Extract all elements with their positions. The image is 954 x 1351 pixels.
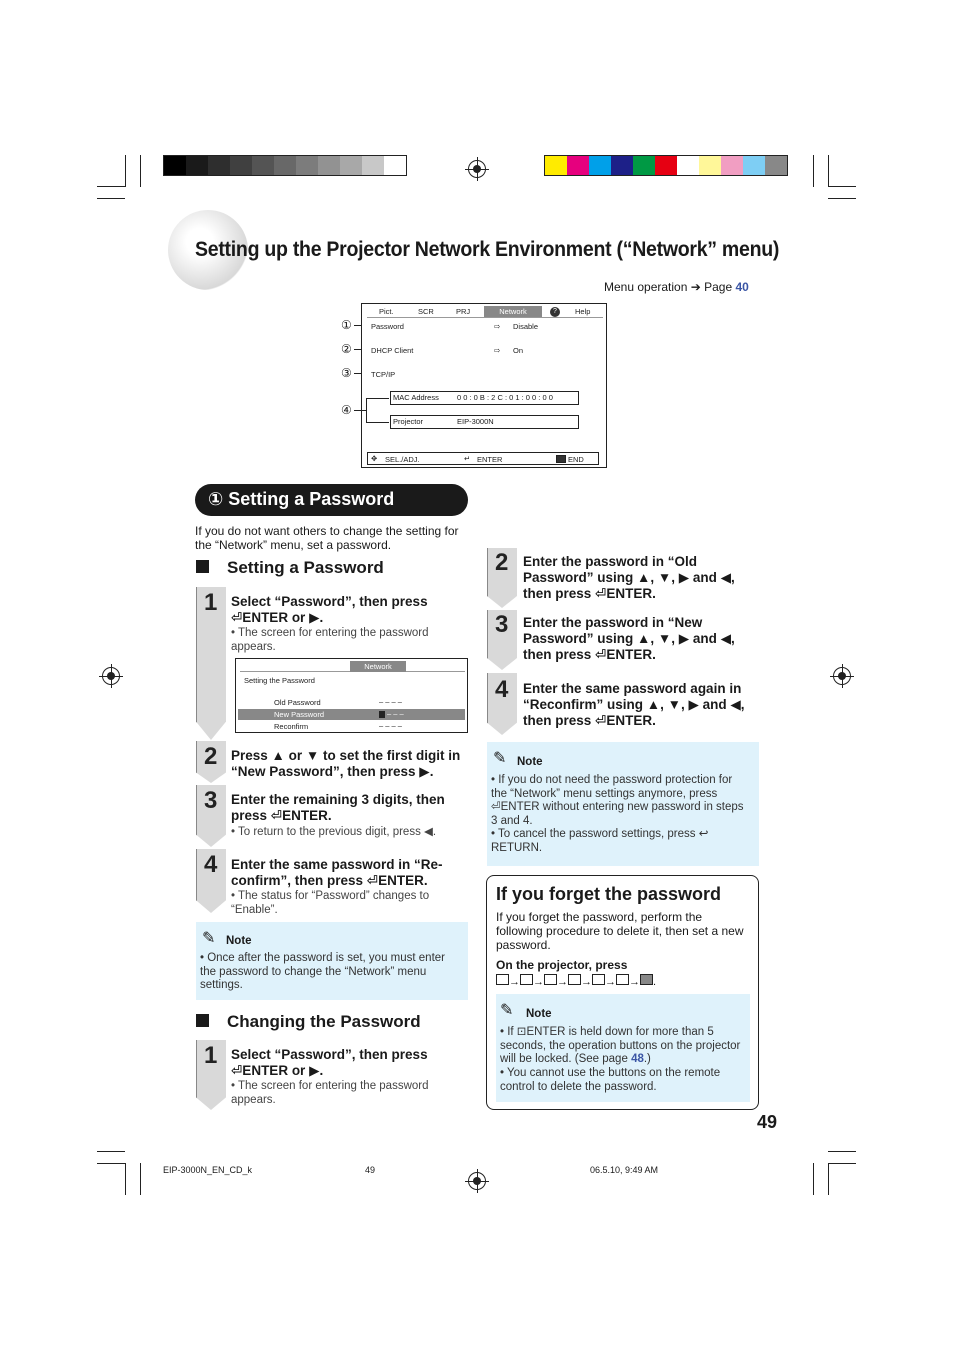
dhcp-value: On [513,346,524,355]
registration-mark [468,1172,486,1190]
callout-3: ③ [341,366,352,380]
tab-prj: PRJ [456,307,471,316]
step-3-instruction: Enter the remaining 3 digits, then press ⏎ENTER. [231,792,445,823]
page-title: Setting up the Projector Network Environment (“Network” menu) [195,238,780,261]
pencil-icon: ✎ [202,930,216,947]
step-number: 1 [204,1042,218,1069]
menu-operation-ref: Menu operation ➔ Page 40 [604,280,749,294]
crop-mark [140,155,141,187]
forget-password-box [486,875,759,1110]
step-4-instruction: Enter the same password in “Re-confirm”, then press ⏎ENTER. [231,857,443,888]
crop-mark [828,1151,856,1152]
section-heading-setting-password: ① Setting a Password [195,484,468,516]
button-icon [520,974,533,985]
footer-file: EIP-3000N_EN_CD_k [163,1165,253,1175]
arrow-icon: ⇨ [494,346,501,355]
step-number: 1 [204,589,218,616]
tab-scr: SCR [418,307,434,316]
bullet-square [196,1014,209,1027]
callout-4: ④ [341,403,352,417]
footer-sel-adj: SEL./ADJ. [385,455,420,464]
password-screenshot [235,658,468,733]
new-password-label: New Password [274,710,325,719]
tab-network: Network [350,661,406,672]
note-text: • You cannot use the buttons on the remote control to delete the password. [500,1067,721,1093]
crop-mark [813,1163,814,1195]
bullet-square [196,560,209,573]
callout-2: ② [341,342,352,356]
forget-body: If you forget the password, perform the following procedure to delete it, then set a new password. [496,910,744,952]
reconfirm-value: – – – – [379,721,402,730]
registration-mark [468,160,486,178]
old-password-label: Old Password [274,698,321,707]
tab-network: Network [484,306,542,317]
crop-mark [828,1163,829,1195]
step-4-bullet: • The status for “Password” changes to “Enable”. [231,890,430,916]
sel-adj-icon: ✥ [371,454,378,463]
menu-row-dhcp: DHCP Client [371,346,414,355]
step-1-bullet: • The screen for entering the password appears. [231,627,429,653]
color-bar [544,155,788,176]
change-step-1-instruction: Select “Password”, then press ⏎ENTER or ▶. [231,1047,428,1078]
password-value: Disable [513,322,539,331]
intro-text: If you do not want others to change the setting for the “Network” menu, set a password. [195,524,459,552]
callout-1: ① [341,318,352,332]
step-number: 4 [204,851,218,878]
note-box [496,994,750,1102]
note-label: Note [517,756,543,768]
button-icon [568,974,581,985]
registration-mark [102,667,120,685]
crop-mark [828,1163,856,1164]
button-icon [592,974,605,985]
crop-mark [125,1163,126,1195]
tab-pict: Pict. [379,307,394,316]
button-icon [640,974,653,985]
menu-row-password: Password [371,322,404,331]
footer-end: END [568,455,584,464]
footer-enter: ENTER [477,455,503,464]
crop-mark [828,186,856,187]
enter-icon: ↵ [464,454,471,463]
forget-heading: If you forget the password [496,884,722,904]
subheading-changing-password: Changing the Password [227,1012,421,1031]
note-text: • To cancel the password settings, press ↩ RETURN. [491,828,709,854]
page-link[interactable]: 40 [735,280,749,294]
page-number: 49 [757,1112,778,1132]
page-link[interactable]: 48 [631,1053,644,1065]
footer-page: 49 [365,1165,376,1175]
password-screen-title: Setting the Password [244,676,315,685]
crop-mark [97,1151,125,1152]
crop-mark [828,198,856,199]
new-password-value: – – – [387,709,404,718]
change-step-4-instruction: Enter the same password again in “Reconfirm” using ▲, ▼, ▶ and ◀, then press ⏎ENTER. [523,681,745,728]
help-icon: ? [550,307,560,317]
note-text: • If ⊡ENTER is held down for more than 5 seconds, the operation buttons on the projector will be locked. (See page 48.) [500,1026,741,1065]
old-password-value: – – – – [379,697,402,706]
note-text: • Once after the password is set, you must enter the password to change the “Network” menu settings. [200,952,445,991]
button-icon [616,974,629,985]
crop-mark [97,198,125,199]
pencil-icon: ✎ [500,1002,514,1019]
change-step-2-instruction: Enter the password in “Old Password” using ▲, ▼, ▶ and ◀, then press ⏎ENTER. [523,554,735,601]
forget-subheading: On the projector, press [496,958,628,972]
crop-mark [97,186,125,187]
footer-date: 06.5.10, 9:49 AM [590,1165,659,1175]
end-icon [556,455,566,463]
registration-mark [833,667,851,685]
note-label: Note [526,1008,552,1020]
crop-mark [97,1163,125,1164]
arrow-icon: ⇨ [494,322,501,331]
grayscale-bar [163,155,407,176]
crop-mark [828,155,829,187]
step-number: 2 [495,549,509,576]
step-number: 3 [204,787,218,814]
mac-address-row: MAC Address 0 0 : 0 B : 2 C : 0 1 : 0 0 : 0 0 [390,391,579,405]
change-step-3-instruction: Enter the password in “New Password” using ▲, ▼, ▶ and ◀, then press ⏎ENTER. [523,615,735,662]
step-number: 4 [495,676,509,703]
crop-mark [813,155,814,187]
button-icon [496,974,509,985]
step-2-instruction: Press ▲ or ▼ to set the first digit in “New Password”, then press ▶. [231,748,461,779]
step-1-instruction: Select “Password”, then press ⏎ENTER or ▶. [231,594,428,625]
step-number: 3 [495,611,509,638]
cursor-block [379,711,385,718]
button-sequence: → → → → → → . [496,974,656,988]
menu-row-tcpip: TCP/IP [371,370,396,379]
crop-mark [140,1163,141,1195]
tab-help: Help [575,307,591,316]
subheading-setting-password: Setting a Password [227,558,384,577]
network-menu-screenshot [361,303,607,468]
note-text: • If you do not need the password protection for the “Network” menu settings anymore, press ⏎ENTER without entering new password in steps 3 and 4. [491,774,744,827]
note-label: Note [226,935,252,947]
change-step-1-bullet: • The screen for entering the password appears. [231,1080,429,1106]
step-number: 2 [204,743,218,770]
note-box [196,922,468,1000]
projector-row: Projector EIP-3000N [390,415,579,429]
pencil-icon: ✎ [493,750,507,767]
step-3-bullet: • To return to the previous digit, press ◀. [231,826,437,838]
reconfirm-label: Reconfirm [274,722,309,731]
button-icon [544,974,557,985]
note-box [487,742,759,866]
crop-mark [125,155,126,187]
